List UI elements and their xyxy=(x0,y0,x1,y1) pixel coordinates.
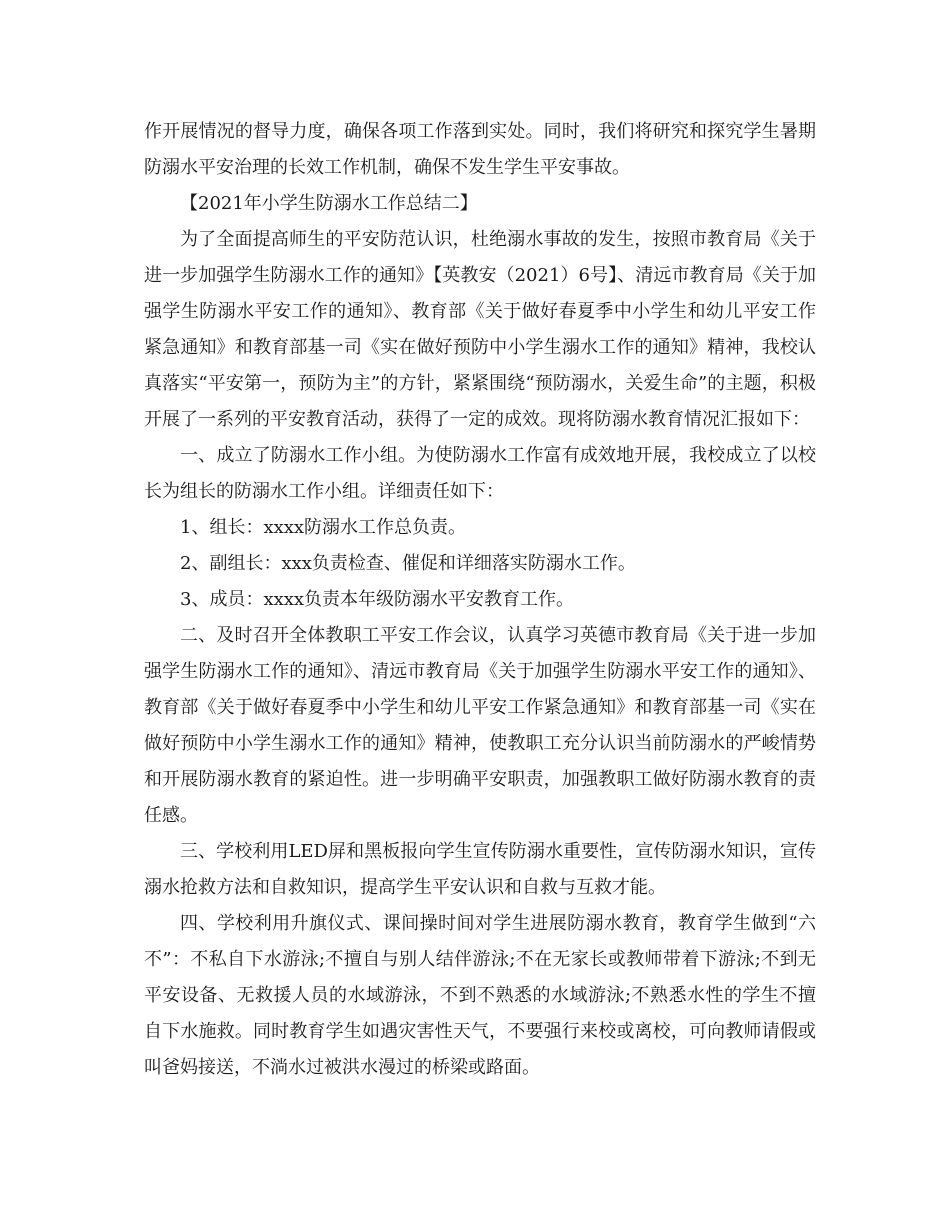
paragraph-item-one: 一、成立了防溺水工作小组。为使防溺水工作富有成效地开展，我校成立了以校长为组长的防溺水工作小组。详细责任如下： xyxy=(144,445,816,502)
list-item-leader: 1、组长：xxxx防溺水工作总负责。 xyxy=(180,517,467,538)
paragraph-intro: 为了全面提高师生的平安防范认识，杜绝溺水事故的发生，按照市教育局《关于进一步加强学生防溺水工作的通知》【英教安（2021）6号】、清远市教育局《关于加强学生防溺水平安工作的通知》、教育部《关于做好春夏季中小学生和幼儿平安工作紧急通知》和教育部基一司《实在做好预防中小学生溺水工作的通知》精神，我校认真落实“平安第一，预防为主”的方针，紧紧围绕“预防溺水，关爱生命”的主题，积极开展了一系列的平安教育活动，获得了一定的成效。现将防溺水教育情况汇报如下： xyxy=(144,229,816,430)
paragraph-item-four: 四、学校利用升旗仪式、课间操时间对学生进展防溺水教育，教育学生做到“六不”：不私自下水游泳;不擅自与别人结伴游泳;不在无家长或教师带着下游泳;不到无平安设备、无救援人员的水域游泳，不到不熟悉的水域游泳;不熟悉水性的学生不擅自下水施救。同时教育学生如遇灾害性天气，不要强行来校或离校，可向教师请假或叫爸妈接送，不淌水过被洪水漫过的桥梁或路面。 xyxy=(144,913,816,1078)
list-item-members: 3、成员：xxxx负责本年级防溺水平安教育工作。 xyxy=(180,589,575,610)
paragraph-continuation: 作开展情况的督导力度，确保各项工作落到实处。同时，我们将研究和探究学生暑期防溺水平安治理的长效工作机制，确保不发生学生平安事故。 xyxy=(144,121,816,178)
paragraph-item-two: 二、及时召开全体教职工平安工作会议，认真学习英德市教育局《关于进一步加强学生防溺水工作的通知》、清远市教育局《关于加强学生防溺水平安工作的通知》、教育部《关于做好春夏季中小学生和幼儿平安工作紧急通知》和教育部基一司《实在做好预防中小学生溺水工作的通知》精神，使教职工充分认识当前防溺水的严峻情势和开展防溺水教育的紧迫性。进一步明确平安职责，加强教职工做好防溺水教育的责任感。 xyxy=(144,625,816,826)
paragraph-item-three: 三、学校利用LED屏和黑板报向学生宣传防溺水重要性，宣传防溺水知识，宣传溺水抢救方法和自救知识，提高学生平安认识和自救与互救才能。 xyxy=(144,841,816,898)
section-heading: 【2021年小学生防溺水工作总结二】 xyxy=(180,193,478,214)
list-item-deputy: 2、副组长：xxx负责检查、催促和详细落实防溺水工作。 xyxy=(180,553,636,574)
document-body xyxy=(144,114,816,1086)
